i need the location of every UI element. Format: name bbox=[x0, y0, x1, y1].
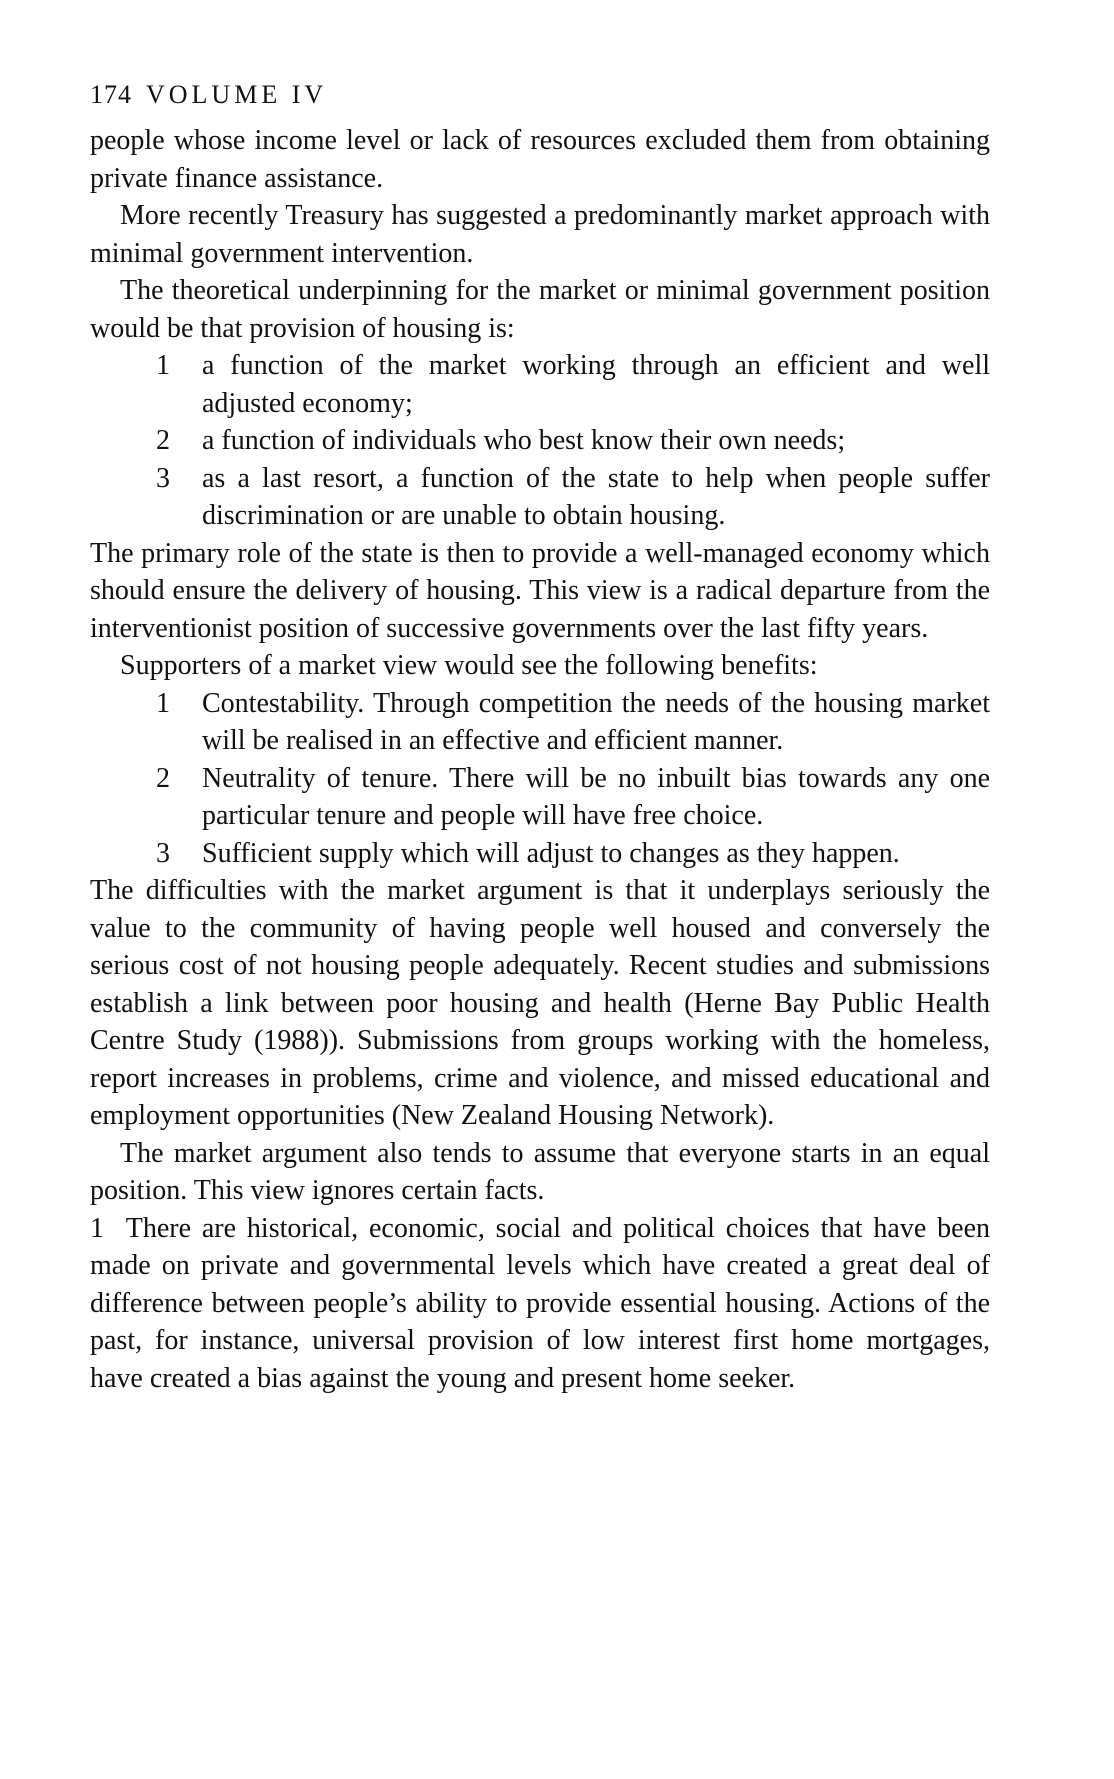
paragraph-equal-position: The market argument also tends to assume that everyone starts in an equal position. This view ignores certain facts. bbox=[90, 1137, 990, 1206]
list-item-text: Contestability. Through competition the needs of the housing market will be realised in an effective and efficient manner. bbox=[202, 687, 990, 756]
list-item-number: 2 bbox=[156, 425, 170, 456]
list-item bbox=[90, 460, 990, 535]
benefits-list bbox=[90, 685, 990, 873]
volume-title: VOLUME IV bbox=[146, 80, 328, 109]
paragraph-primary-role: The primary role of the state is then to provide a well-managed economy which should ensure the delivery of housing. This view is a radical departure from the interventionist position of successive governments over the last fifty years. bbox=[90, 537, 990, 644]
book-page bbox=[90, 72, 990, 1397]
paragraph-continuation: people whose income level or lack of resources excluded them from obtaining private finance assistance. bbox=[90, 125, 990, 194]
list-item bbox=[90, 422, 990, 460]
page-number: 174 bbox=[90, 80, 132, 109]
running-header bbox=[90, 72, 990, 118]
paragraph-theoretical-underpinning: The theoretical underpinning for the market or minimal government position would be that provision of housing is: bbox=[90, 275, 990, 344]
list-item-number: 2 bbox=[156, 762, 170, 794]
list-item bbox=[90, 760, 990, 835]
list-item-number: 1 bbox=[90, 1212, 104, 1244]
list-item bbox=[90, 835, 990, 873]
list-item-text: a function of the market working through an efficient and well adjusted economy; bbox=[202, 350, 990, 419]
list-item-text: There are historical, economic, social and political choices that have been made on private and governmental levels which have created a great deal of difference between people’s ability to provide essential housing. Actions of the past, for instance, universal provision of low interest first home mortgages, have created a bias against the young and present home seeker. bbox=[90, 1212, 990, 1394]
list-item-number: 3 bbox=[156, 462, 170, 494]
list-item-text: Sufficient supply which will adjust to changes as they happen. bbox=[202, 837, 900, 869]
paragraph-difficulties: The difficulties with the market argument is that it underplays seriously the value to the community of having people well housed and conversely the serious cost of not housing people adequately. Recent studies and submissions establish a link between poor housing and health (Herne Bay Public Health Centre Study (1988)). Submissions from groups working with the homeless, report increases in problems, crime and violence, and missed educational and employment opportunities (New Zealand Housing Network). bbox=[90, 875, 990, 1131]
list-item bbox=[90, 685, 990, 760]
list-item-text: a function of individuals who best know their own needs; bbox=[202, 425, 846, 456]
paragraph-treasury: More recently Treasury has suggested a predominantly market approach with minimal government intervention. bbox=[90, 200, 990, 269]
list-item-number: 1 bbox=[156, 687, 170, 719]
list-item-number: 3 bbox=[156, 837, 170, 869]
list-item-number: 1 bbox=[156, 350, 170, 381]
list-item bbox=[90, 347, 990, 422]
provision-list bbox=[90, 347, 990, 535]
paragraph-supporters: Supporters of a market view would see the following benefits: bbox=[120, 650, 818, 681]
list-item-text: as a last resort, a function of the state to help when people suffer discrimination or are unable to obtain housing. bbox=[202, 462, 990, 531]
fact-item bbox=[90, 1210, 990, 1398]
list-item-text: Neutrality of tenure. There will be no inbuilt bias towards any one particular tenure and people will have free choice. bbox=[202, 762, 990, 831]
